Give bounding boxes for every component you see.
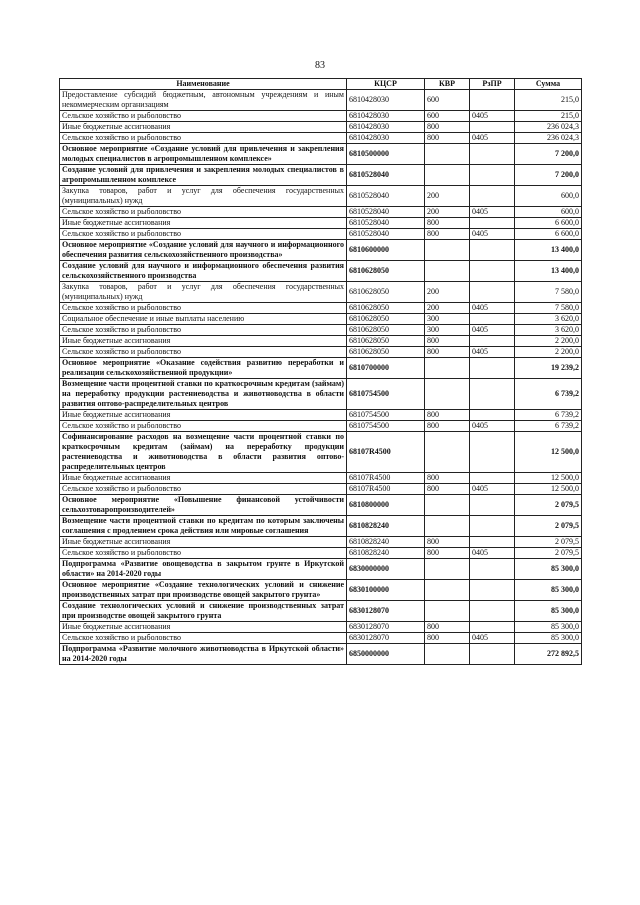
cell-rzpr bbox=[470, 240, 515, 261]
table-header-row bbox=[60, 79, 582, 90]
cell-kvr bbox=[425, 144, 470, 165]
cell-name: Возмещение части процентной ставки по краткосрочным кредитам (займам) на переработку продукции растениеводства и животноводства в области развития оптово-распределительных центров bbox=[60, 379, 347, 410]
cell-rzpr bbox=[470, 336, 515, 347]
header-kcsr: КЦСР bbox=[347, 79, 425, 90]
cell-name: Сельское хозяйство и рыболовство bbox=[60, 207, 347, 218]
cell-sum: 6 600,0 bbox=[515, 229, 582, 240]
cell-rzpr bbox=[470, 314, 515, 325]
cell-name: Сельское хозяйство и рыболовство bbox=[60, 325, 347, 336]
cell-kvr bbox=[425, 165, 470, 186]
cell-kcsr: 6810628050 bbox=[347, 347, 425, 358]
table-row bbox=[60, 358, 582, 379]
cell-sum: 3 620,0 bbox=[515, 325, 582, 336]
header-sum: Сумма bbox=[515, 79, 582, 90]
table-row bbox=[60, 601, 582, 622]
table-row bbox=[60, 314, 582, 325]
cell-name: Иные бюджетные ассигнования bbox=[60, 537, 347, 548]
cell-name: Возмещение части процентной ставки по кредитам по которым заключены соглашения с продлением срока действия или мировые соглашения bbox=[60, 516, 347, 537]
cell-rzpr bbox=[470, 122, 515, 133]
header-kvr: КВР bbox=[425, 79, 470, 90]
table-row bbox=[60, 229, 582, 240]
table-row bbox=[60, 559, 582, 580]
cell-rzpr bbox=[470, 580, 515, 601]
table-row bbox=[60, 432, 582, 473]
table-row bbox=[60, 144, 582, 165]
cell-rzpr bbox=[470, 144, 515, 165]
cell-kcsr: 6830100000 bbox=[347, 580, 425, 601]
cell-name: Сельское хозяйство и рыболовство bbox=[60, 484, 347, 495]
cell-kcsr: 6810528040 bbox=[347, 218, 425, 229]
cell-kcsr: 6810428030 bbox=[347, 90, 425, 111]
cell-sum: 600,0 bbox=[515, 186, 582, 207]
cell-name: Сельское хозяйство и рыболовство bbox=[60, 548, 347, 559]
cell-name: Создание условий для научного и информационного обеспечения развития сельскохозяйственного производства bbox=[60, 261, 347, 282]
cell-kvr bbox=[425, 358, 470, 379]
cell-kvr: 800 bbox=[425, 622, 470, 633]
cell-sum: 2 079,5 bbox=[515, 548, 582, 559]
cell-kvr bbox=[425, 432, 470, 473]
table-row bbox=[60, 484, 582, 495]
cell-kvr: 800 bbox=[425, 229, 470, 240]
cell-sum: 236 024,3 bbox=[515, 133, 582, 144]
cell-sum: 2 200,0 bbox=[515, 347, 582, 358]
cell-kcsr: 6810628050 bbox=[347, 336, 425, 347]
table-row bbox=[60, 325, 582, 336]
cell-kcsr: 68107R4500 bbox=[347, 473, 425, 484]
table-row bbox=[60, 473, 582, 484]
cell-sum: 12 500,0 bbox=[515, 484, 582, 495]
cell-kcsr: 6810628050 bbox=[347, 303, 425, 314]
table-row bbox=[60, 282, 582, 303]
cell-sum: 85 300,0 bbox=[515, 633, 582, 644]
cell-sum: 2 079,5 bbox=[515, 516, 582, 537]
cell-kvr: 800 bbox=[425, 347, 470, 358]
cell-kcsr: 6810528040 bbox=[347, 186, 425, 207]
cell-name: Иные бюджетные ассигнования bbox=[60, 336, 347, 347]
cell-sum: 7 200,0 bbox=[515, 144, 582, 165]
cell-kvr: 800 bbox=[425, 336, 470, 347]
cell-name: Софинансирование расходов на возмещение части процентной ставки по краткосрочным кредитам (займам) на переработку продукции растениеводства и животноводства в области развития оптово-распределительных центров bbox=[60, 432, 347, 473]
cell-rzpr bbox=[470, 516, 515, 537]
cell-sum: 6 739,2 bbox=[515, 421, 582, 432]
table-row bbox=[60, 90, 582, 111]
cell-kvr: 800 bbox=[425, 421, 470, 432]
cell-kcsr: 6810528040 bbox=[347, 207, 425, 218]
cell-kvr: 800 bbox=[425, 410, 470, 421]
cell-name: Основное мероприятие «Создание условий для научного и информационного обеспечения развития сельскохозяйственного производства» bbox=[60, 240, 347, 261]
cell-rzpr bbox=[470, 432, 515, 473]
table-row bbox=[60, 122, 582, 133]
cell-rzpr bbox=[470, 410, 515, 421]
cell-name: Подпрограмма «Развитие овощеводства в закрытом грунте в Иркутской области» на 2014-2020 годы bbox=[60, 559, 347, 580]
cell-sum: 236 024,3 bbox=[515, 122, 582, 133]
cell-kvr bbox=[425, 516, 470, 537]
table-row bbox=[60, 336, 582, 347]
cell-sum: 215,0 bbox=[515, 90, 582, 111]
table-row bbox=[60, 516, 582, 537]
table-row bbox=[60, 537, 582, 548]
cell-sum: 6 600,0 bbox=[515, 218, 582, 229]
cell-name: Иные бюджетные ассигнования bbox=[60, 410, 347, 421]
cell-sum: 600,0 bbox=[515, 207, 582, 218]
cell-kvr bbox=[425, 559, 470, 580]
cell-sum: 7 580,0 bbox=[515, 303, 582, 314]
cell-name: Основное мероприятие «Оказание содействия развитию переработки и реализации сельскохозяйственной продукции» bbox=[60, 358, 347, 379]
cell-kcsr: 6810628050 bbox=[347, 314, 425, 325]
cell-name: Основное мероприятие «Повышение финансовой устойчивости сельхозтоваропроизводителей» bbox=[60, 495, 347, 516]
cell-name: Основное мероприятие «Создание условий для привлечения и закрепления молодых специалистов в агропромышленном комплексе» bbox=[60, 144, 347, 165]
cell-kvr: 800 bbox=[425, 548, 470, 559]
cell-kcsr: 6810528040 bbox=[347, 229, 425, 240]
cell-kcsr: 6810754500 bbox=[347, 379, 425, 410]
cell-kcsr: 6830128070 bbox=[347, 601, 425, 622]
table-row bbox=[60, 644, 582, 665]
cell-kvr bbox=[425, 240, 470, 261]
cell-name: Сельское хозяйство и рыболовство bbox=[60, 229, 347, 240]
cell-kvr: 800 bbox=[425, 122, 470, 133]
cell-kcsr: 6810828240 bbox=[347, 537, 425, 548]
cell-rzpr: 0405 bbox=[470, 548, 515, 559]
cell-sum: 85 300,0 bbox=[515, 601, 582, 622]
cell-rzpr: 0405 bbox=[470, 633, 515, 644]
header-name: Наименование bbox=[60, 79, 347, 90]
cell-rzpr: 0405 bbox=[470, 303, 515, 314]
cell-rzpr bbox=[470, 186, 515, 207]
table-row bbox=[60, 633, 582, 644]
cell-kcsr: 6810828240 bbox=[347, 516, 425, 537]
cell-kcsr: 6850000000 bbox=[347, 644, 425, 665]
cell-kcsr: 6810754500 bbox=[347, 421, 425, 432]
cell-sum: 3 620,0 bbox=[515, 314, 582, 325]
cell-kcsr: 6810828240 bbox=[347, 548, 425, 559]
cell-name: Сельское хозяйство и рыболовство bbox=[60, 421, 347, 432]
cell-kcsr: 6810754500 bbox=[347, 410, 425, 421]
cell-name: Сельское хозяйство и рыболовство bbox=[60, 347, 347, 358]
cell-name: Закупка товаров, работ и услуг для обеспечения государственных (муниципальных) нужд bbox=[60, 282, 347, 303]
cell-kcsr: 68107R4500 bbox=[347, 432, 425, 473]
table-row bbox=[60, 207, 582, 218]
cell-sum: 272 892,5 bbox=[515, 644, 582, 665]
cell-sum: 85 300,0 bbox=[515, 580, 582, 601]
cell-sum: 13 400,0 bbox=[515, 240, 582, 261]
cell-rzpr bbox=[470, 165, 515, 186]
cell-name: Социальное обеспечение и иные выплаты населению bbox=[60, 314, 347, 325]
table-row bbox=[60, 410, 582, 421]
cell-kcsr: 6810628050 bbox=[347, 261, 425, 282]
cell-name: Сельское хозяйство и рыболовство bbox=[60, 303, 347, 314]
cell-kcsr: 6810500000 bbox=[347, 144, 425, 165]
cell-rzpr bbox=[470, 358, 515, 379]
table-row bbox=[60, 548, 582, 559]
cell-name: Сельское хозяйство и рыболовство bbox=[60, 633, 347, 644]
cell-rzpr bbox=[470, 473, 515, 484]
cell-kvr bbox=[425, 644, 470, 665]
cell-kcsr: 6810628050 bbox=[347, 282, 425, 303]
cell-kvr: 200 bbox=[425, 186, 470, 207]
cell-rzpr bbox=[470, 282, 515, 303]
cell-kvr: 800 bbox=[425, 484, 470, 495]
cell-sum: 7 200,0 bbox=[515, 165, 582, 186]
cell-name: Сельское хозяйство и рыболовство bbox=[60, 111, 347, 122]
cell-sum: 85 300,0 bbox=[515, 559, 582, 580]
cell-rzpr bbox=[470, 559, 515, 580]
cell-rzpr: 0405 bbox=[470, 229, 515, 240]
cell-name: Иные бюджетные ассигнования bbox=[60, 473, 347, 484]
table-body bbox=[60, 90, 582, 665]
cell-name: Иные бюджетные ассигнования bbox=[60, 218, 347, 229]
table-row bbox=[60, 261, 582, 282]
cell-name: Подпрограмма «Развитие молочного животноводства в Иркутской области» на 2014-2020 годы bbox=[60, 644, 347, 665]
cell-name: Основное мероприятие «Создание технологических условий и снижение производственных затрат при производстве овощей закрытого грунта» bbox=[60, 580, 347, 601]
cell-kvr bbox=[425, 379, 470, 410]
cell-kvr: 200 bbox=[425, 303, 470, 314]
cell-name: Сельское хозяйство и рыболовство bbox=[60, 133, 347, 144]
cell-rzpr bbox=[470, 379, 515, 410]
cell-name: Предоставление субсидий бюджетным, автономным учреждениям и иным некоммерческим организациям bbox=[60, 90, 347, 111]
table-row bbox=[60, 580, 582, 601]
cell-sum: 2 200,0 bbox=[515, 336, 582, 347]
cell-sum: 12 500,0 bbox=[515, 473, 582, 484]
cell-sum: 2 079,5 bbox=[515, 537, 582, 548]
cell-kvr: 800 bbox=[425, 633, 470, 644]
cell-rzpr bbox=[470, 495, 515, 516]
cell-rzpr bbox=[470, 644, 515, 665]
cell-rzpr: 0405 bbox=[470, 347, 515, 358]
page-number: 83 bbox=[315, 60, 325, 71]
cell-kcsr: 6810700000 bbox=[347, 358, 425, 379]
cell-rzpr: 0405 bbox=[470, 207, 515, 218]
cell-rzpr: 0405 bbox=[470, 484, 515, 495]
cell-sum: 215,0 bbox=[515, 111, 582, 122]
table-row bbox=[60, 218, 582, 229]
cell-kvr: 800 bbox=[425, 218, 470, 229]
cell-rzpr: 0405 bbox=[470, 111, 515, 122]
table-row bbox=[60, 240, 582, 261]
cell-kcsr: 6810428030 bbox=[347, 122, 425, 133]
cell-kvr: 600 bbox=[425, 111, 470, 122]
cell-sum: 2 079,5 bbox=[515, 495, 582, 516]
cell-name: Закупка товаров, работ и услуг для обеспечения государственных (муниципальных) нужд bbox=[60, 186, 347, 207]
cell-kcsr: 6830000000 bbox=[347, 559, 425, 580]
cell-sum: 6 739,2 bbox=[515, 410, 582, 421]
cell-sum: 7 580,0 bbox=[515, 282, 582, 303]
cell-kvr: 600 bbox=[425, 90, 470, 111]
cell-kvr: 200 bbox=[425, 207, 470, 218]
cell-rzpr: 0405 bbox=[470, 325, 515, 336]
cell-sum: 6 739,2 bbox=[515, 379, 582, 410]
cell-sum: 13 400,0 bbox=[515, 261, 582, 282]
header-rzpr: РзПР bbox=[470, 79, 515, 90]
cell-kvr: 800 bbox=[425, 133, 470, 144]
table-row bbox=[60, 165, 582, 186]
cell-kvr bbox=[425, 601, 470, 622]
table-row bbox=[60, 347, 582, 358]
cell-kcsr: 6830128070 bbox=[347, 633, 425, 644]
cell-kcsr: 6810428030 bbox=[347, 111, 425, 122]
table-row bbox=[60, 622, 582, 633]
cell-sum: 19 239,2 bbox=[515, 358, 582, 379]
cell-kcsr: 6810428030 bbox=[347, 133, 425, 144]
table-row bbox=[60, 379, 582, 410]
cell-name: Создание технологических условий и снижение производственных затрат при производстве овощей закрытого грунта bbox=[60, 601, 347, 622]
table-row bbox=[60, 111, 582, 122]
cell-kvr: 300 bbox=[425, 314, 470, 325]
table-row bbox=[60, 303, 582, 314]
cell-name: Иные бюджетные ассигнования bbox=[60, 122, 347, 133]
cell-kcsr: 6810600000 bbox=[347, 240, 425, 261]
cell-rzpr: 0405 bbox=[470, 133, 515, 144]
cell-kvr bbox=[425, 261, 470, 282]
cell-kcsr: 6830128070 bbox=[347, 622, 425, 633]
cell-kvr: 200 bbox=[425, 282, 470, 303]
cell-rzpr bbox=[470, 622, 515, 633]
budget-table bbox=[59, 78, 582, 665]
cell-rzpr bbox=[470, 601, 515, 622]
cell-rzpr bbox=[470, 537, 515, 548]
cell-name: Иные бюджетные ассигнования bbox=[60, 622, 347, 633]
cell-kcsr: 6810528040 bbox=[347, 165, 425, 186]
cell-rzpr bbox=[470, 261, 515, 282]
cell-name: Создание условий для привлечения и закрепления молодых специалистов в агропромышленном комплексе bbox=[60, 165, 347, 186]
cell-rzpr: 0405 bbox=[470, 421, 515, 432]
cell-kvr bbox=[425, 580, 470, 601]
cell-kvr: 800 bbox=[425, 473, 470, 484]
table-row bbox=[60, 495, 582, 516]
cell-sum: 85 300,0 bbox=[515, 622, 582, 633]
cell-rzpr bbox=[470, 218, 515, 229]
table-row bbox=[60, 421, 582, 432]
cell-kvr: 800 bbox=[425, 537, 470, 548]
table-row bbox=[60, 186, 582, 207]
cell-kvr bbox=[425, 495, 470, 516]
cell-kcsr: 6810628050 bbox=[347, 325, 425, 336]
cell-kcsr: 6810800000 bbox=[347, 495, 425, 516]
cell-rzpr bbox=[470, 90, 515, 111]
table-row bbox=[60, 133, 582, 144]
cell-kcsr: 68107R4500 bbox=[347, 484, 425, 495]
cell-kvr: 300 bbox=[425, 325, 470, 336]
cell-sum: 12 500,0 bbox=[515, 432, 582, 473]
